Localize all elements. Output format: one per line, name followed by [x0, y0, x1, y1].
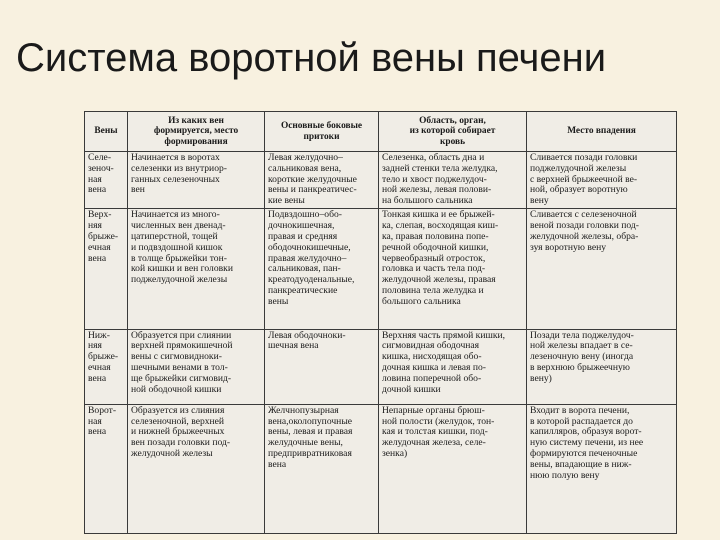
- cell-line: ную систему печени, из нее: [530, 437, 644, 449]
- header-tributaries: [265, 112, 379, 152]
- cell-line: из которой собирает: [409, 126, 496, 137]
- cell-line: головка и часть тела под-: [382, 263, 486, 275]
- cell-line: в толще брыжейки тон-: [131, 252, 227, 264]
- cell-line: предпривратниковая: [268, 448, 352, 459]
- cell-line: Левая ободочноки-: [268, 329, 346, 341]
- cell-line: формирования: [164, 136, 228, 147]
- cell-line: формируется, место: [153, 126, 239, 137]
- cell-line: Сливается позади головки: [530, 152, 638, 163]
- cell-line: Входит в ворота печени,: [530, 404, 630, 416]
- cell-line: червеобразный отросток,: [382, 252, 486, 264]
- cell-line: половина тела желудка и: [382, 285, 484, 297]
- cell-line: зеноч-: [88, 162, 114, 174]
- cell-line: вена: [88, 252, 107, 264]
- cell-line: Образуется из слияния: [131, 404, 225, 416]
- cell-line: Из каких вен: [168, 115, 224, 126]
- cell-line: няя: [88, 340, 102, 352]
- cell-line: веной позади головки под-: [530, 220, 639, 232]
- cell-line: ка, слепая, восходящая киш-: [382, 220, 499, 232]
- header-drainage: [527, 112, 677, 152]
- cell-line: Образуется при слиянии: [131, 329, 232, 341]
- cell-line: ечная: [88, 362, 111, 374]
- cell-region: [379, 152, 527, 209]
- cell-line: Сливается с селезеночной: [530, 209, 637, 221]
- cell-line: ще брыжейки сигмовид-: [131, 372, 232, 384]
- cell-line: желудочной железы, правая: [382, 274, 496, 286]
- cell-line: дочной кишки: [382, 383, 441, 395]
- cell-line: Основные боковые: [280, 120, 363, 131]
- cell-line: кие вены: [268, 195, 305, 207]
- cell-line: притоки: [303, 131, 340, 142]
- cell-line: Вены: [94, 126, 118, 137]
- cell-line: креатодуоденальные,: [268, 274, 355, 286]
- cell-line: вены и панкреатичес-: [268, 184, 357, 196]
- cell-line: вена: [88, 184, 107, 196]
- cell-line: вены: [268, 295, 289, 307]
- header-formation: [128, 112, 265, 152]
- cell-vein: [85, 404, 128, 533]
- cell-line: шечная вена: [268, 340, 319, 352]
- cell-line: поджелудочной железы: [530, 162, 627, 174]
- cell-line: лезеночную вену (иногда: [530, 351, 634, 363]
- cell-line: Подвздошно–обо-: [268, 209, 342, 221]
- cell-line: сальниковая вена,: [268, 162, 342, 174]
- cell-line: сигмовидная ободочная: [382, 340, 480, 352]
- cell-line: ечная: [88, 241, 111, 253]
- cell-vein: [85, 152, 128, 209]
- cell-line: ной ободочной кишки: [131, 383, 222, 395]
- table-row-superior-mesenteric-vein: [85, 209, 677, 329]
- cell-line: шечными венами в тол-: [131, 362, 228, 374]
- cell-line: Место впадения: [567, 126, 636, 137]
- cell-line: кая и толстая кишки, под-: [382, 426, 488, 438]
- cell-line: формируются печеночные: [530, 448, 638, 459]
- cell-line: с верхней брыжеечной ве-: [530, 173, 638, 185]
- cell-formation: [128, 209, 265, 329]
- cell-line: Верхняя часть прямой кишки,: [382, 329, 506, 341]
- cell-line: Начинается из много-: [131, 209, 220, 221]
- cell-line: Ворот-: [88, 404, 117, 416]
- cell-line: правая желудочно–: [268, 252, 347, 264]
- cell-line: Левая желудочно–: [268, 152, 343, 163]
- cell-line: Непарные органы брюш-: [382, 404, 485, 416]
- cell-line: Ниж-: [88, 329, 110, 341]
- cell-tributaries: [265, 404, 379, 533]
- cell-line: вены, впадающие в ниж-: [530, 458, 632, 470]
- cell-line: кой кишки и вен головки: [131, 263, 233, 275]
- cell-line: и нижней брыжеечных: [131, 426, 225, 438]
- cell-line: панкреатические: [268, 285, 338, 297]
- table-header-row: [85, 112, 677, 152]
- cell-line: брыже-: [88, 230, 119, 242]
- cell-line: дочная кишка и левая по-: [382, 362, 486, 374]
- cell-line: большого сальника: [382, 295, 461, 307]
- cell-line: ная: [88, 173, 102, 185]
- cell-line: вену: [530, 195, 549, 207]
- cell-line: речной ободочной кишки,: [382, 241, 489, 253]
- cell-drainage: [527, 209, 677, 329]
- cell-line: Позади тела поджелудоч-: [530, 329, 634, 341]
- cell-line: няя: [88, 220, 102, 232]
- cell-line: зенка): [382, 448, 408, 459]
- cell-line: ка, правая половина попе-: [382, 230, 489, 242]
- cell-line: Селе-: [88, 152, 112, 163]
- cell-region: [379, 404, 527, 533]
- header-region: [379, 112, 527, 152]
- cell-drainage: [527, 329, 677, 404]
- cell-tributaries: [265, 329, 379, 404]
- cell-line: ободочнокишечные,: [268, 241, 351, 253]
- cell-line: цатиперстной, тощей: [131, 230, 218, 242]
- cell-line: ная: [88, 415, 102, 427]
- cell-line: кишка, нисходящая обо-: [382, 351, 482, 363]
- cell-line: Область, орган,: [419, 115, 486, 126]
- portal-vein-table-container: [84, 111, 676, 534]
- cell-line: задней стенки тела желудка,: [382, 162, 498, 174]
- portal-vein-table: [84, 111, 677, 534]
- cell-line: на большого сальника: [382, 195, 473, 207]
- cell-line: вены, левая и правая: [268, 426, 353, 438]
- cell-line: поджелудочной железы: [131, 274, 228, 286]
- cell-line: Селезенка, область дна и: [382, 152, 485, 163]
- cell-line: верхней прямокишечной: [131, 340, 233, 352]
- cell-line: желудочные вены,: [268, 437, 343, 449]
- cell-vein: [85, 329, 128, 404]
- cell-line: вен: [131, 184, 145, 196]
- cell-line: вена: [268, 458, 287, 470]
- cell-line: желудочной железы: [131, 448, 213, 459]
- cell-line: сальниковая, пан-: [268, 263, 341, 275]
- cell-line: зуя воротную вену: [530, 241, 607, 253]
- table-row-inferior-mesenteric-vein: [85, 329, 677, 404]
- cell-line: тело и хвост поджелудоч-: [382, 173, 487, 185]
- cell-vein: [85, 209, 128, 329]
- cell-line: правая и средняя: [268, 230, 338, 242]
- cell-line: вена: [88, 426, 107, 438]
- cell-line: селезеночной, верхней: [131, 415, 225, 427]
- cell-line: вена: [88, 372, 107, 384]
- cell-line: вены с сигмовидноки-: [131, 351, 222, 363]
- table-row-portal-vein: [85, 404, 677, 533]
- cell-line: численных вен двенад-: [131, 220, 226, 232]
- cell-line: в которой распадается до: [530, 415, 633, 427]
- cell-tributaries: [265, 152, 379, 209]
- cell-formation: [128, 329, 265, 404]
- cell-line: и подвздошной кишок: [131, 241, 223, 253]
- cell-tributaries: [265, 209, 379, 329]
- cell-line: желудочной железы, обра-: [530, 230, 639, 242]
- slide-title: Система воротной вены печени: [16, 36, 607, 80]
- cell-line: селезенки из внутриор-: [131, 162, 227, 174]
- cell-line: Тонкая кишка и ее брыжей-: [382, 209, 495, 221]
- cell-line: дочнокишечная,: [268, 220, 335, 232]
- cell-line: вен позади головки под-: [131, 437, 231, 449]
- cell-region: [379, 209, 527, 329]
- cell-drainage: [527, 152, 677, 209]
- cell-line: короткие желудочные: [268, 173, 357, 185]
- cell-region: [379, 329, 527, 404]
- cell-line: вена,околопупочные: [268, 415, 353, 427]
- cell-line: брыже-: [88, 351, 119, 363]
- cell-line: ной железы впадает в се-: [530, 340, 633, 352]
- header-veins: [85, 112, 128, 152]
- cell-line: ловина поперечной обо-: [382, 372, 482, 384]
- cell-line: нюю полую вену: [530, 469, 600, 481]
- cell-line: капилляров, образуя ворот-: [530, 426, 642, 438]
- cell-line: ганных селезеночных: [131, 173, 220, 185]
- cell-formation: [128, 404, 265, 533]
- cell-line: ной полости (желудок, тон-: [382, 415, 495, 427]
- cell-line: вену): [530, 372, 552, 384]
- cell-formation: [128, 152, 265, 209]
- cell-line: Верх-: [88, 209, 112, 221]
- cell-line: кровь: [439, 136, 466, 147]
- cell-line: ной железы, левая полови-: [382, 184, 492, 196]
- cell-drainage: [527, 404, 677, 533]
- table-row-splenic-vein: [85, 152, 677, 209]
- cell-line: желудочная железа, селе-: [382, 437, 486, 449]
- cell-line: Начинается в воротах: [131, 152, 220, 163]
- cell-line: в верхнюю брыжеечную: [530, 362, 630, 374]
- cell-line: ной, образует воротную: [530, 184, 628, 196]
- cell-line: Желчнопузырная: [268, 404, 339, 416]
